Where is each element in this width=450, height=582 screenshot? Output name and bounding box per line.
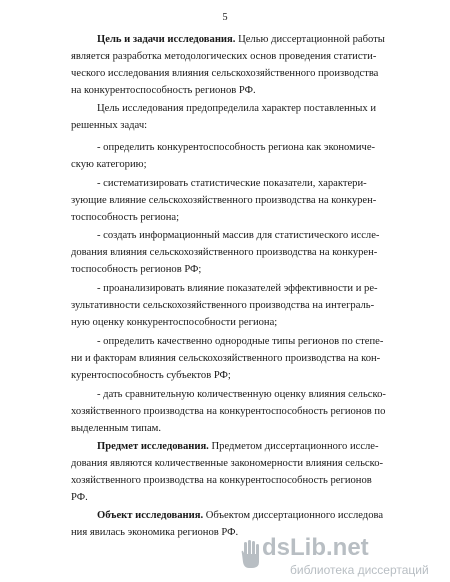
list-item-line: - определить качественно однородные типы регионов по степе-	[97, 336, 384, 347]
list-item-line: - создать информационный массив для статистического иссле-	[97, 230, 380, 241]
text-line: является разработка методологических основ проведения статисти-	[71, 51, 377, 62]
text-line: ческого исследования влияния сельскохозяйственного производства	[71, 68, 379, 79]
text-line: хозяйственного производства на конкурентоспособность регионов	[71, 475, 372, 486]
text-line: ни и факторам влияния сельскохозяйственного производства на кон-	[71, 353, 381, 364]
text-line	[97, 34, 385, 46]
list-item-line: - проанализировать влияние показателей эффективности и ре-	[97, 283, 378, 294]
list-item-line: - дать сравнительную количественную оценку влияния сельско-	[97, 389, 386, 400]
text-line: РФ.	[71, 492, 88, 503]
text-line: тоспособность регионов РФ;	[71, 264, 202, 275]
watermark-site-name: dsLib.net	[262, 534, 369, 561]
section-heading: Объект исследования.	[97, 510, 204, 521]
text-line: зующие влияние сельскохозяйственного производства на конкурен-	[71, 195, 377, 206]
text-line: выделенным типам.	[71, 423, 162, 434]
text-line: дования влияния сельскохозяйственного производства на конкурен-	[71, 247, 378, 258]
text-line: решенных задач:	[71, 120, 148, 131]
text-line: скую категорию;	[71, 159, 147, 170]
text-line: курентоспособность субъектов РФ;	[71, 370, 231, 381]
site-watermark	[240, 534, 440, 580]
section-heading: Цель и задачи исследования.	[97, 34, 236, 45]
text-span: Объектом диссертационного исследова	[203, 510, 384, 521]
page-number: 5	[222, 12, 228, 23]
text-line: дования являются количественные закономерности влияния сельско-	[71, 458, 384, 469]
text-span: Предметом диссертационного иссле-	[208, 441, 379, 452]
text-line: Цель исследования предопределила характер поставленных и	[97, 103, 377, 114]
text-line: хозяйственного производства на конкурентоспособность регионов по	[71, 406, 386, 417]
text-line	[97, 510, 383, 522]
watermark-tagline: библиотека диссертаций	[290, 563, 429, 577]
list-item-line: - систематизировать статистические показатели, характери-	[97, 178, 367, 189]
section-heading: Предмет исследования.	[97, 441, 209, 452]
text-line: на конкурентоспособность регионов РФ.	[71, 85, 256, 96]
list-item-line: - определить конкурентоспособность региона как экономиче-	[97, 142, 376, 153]
text-line: ния явилась экономика регионов РФ.	[71, 527, 239, 538]
hand-icon	[240, 540, 262, 570]
text-line: ную оценку конкурентоспособности региона;	[71, 317, 278, 328]
text-line	[97, 441, 379, 453]
text-line: тоспособность региона;	[71, 212, 180, 223]
text-span: Целью диссертационной работы	[235, 34, 385, 45]
text-line: зультативности сельскохозяйственного производства на интеграль-	[71, 300, 375, 311]
